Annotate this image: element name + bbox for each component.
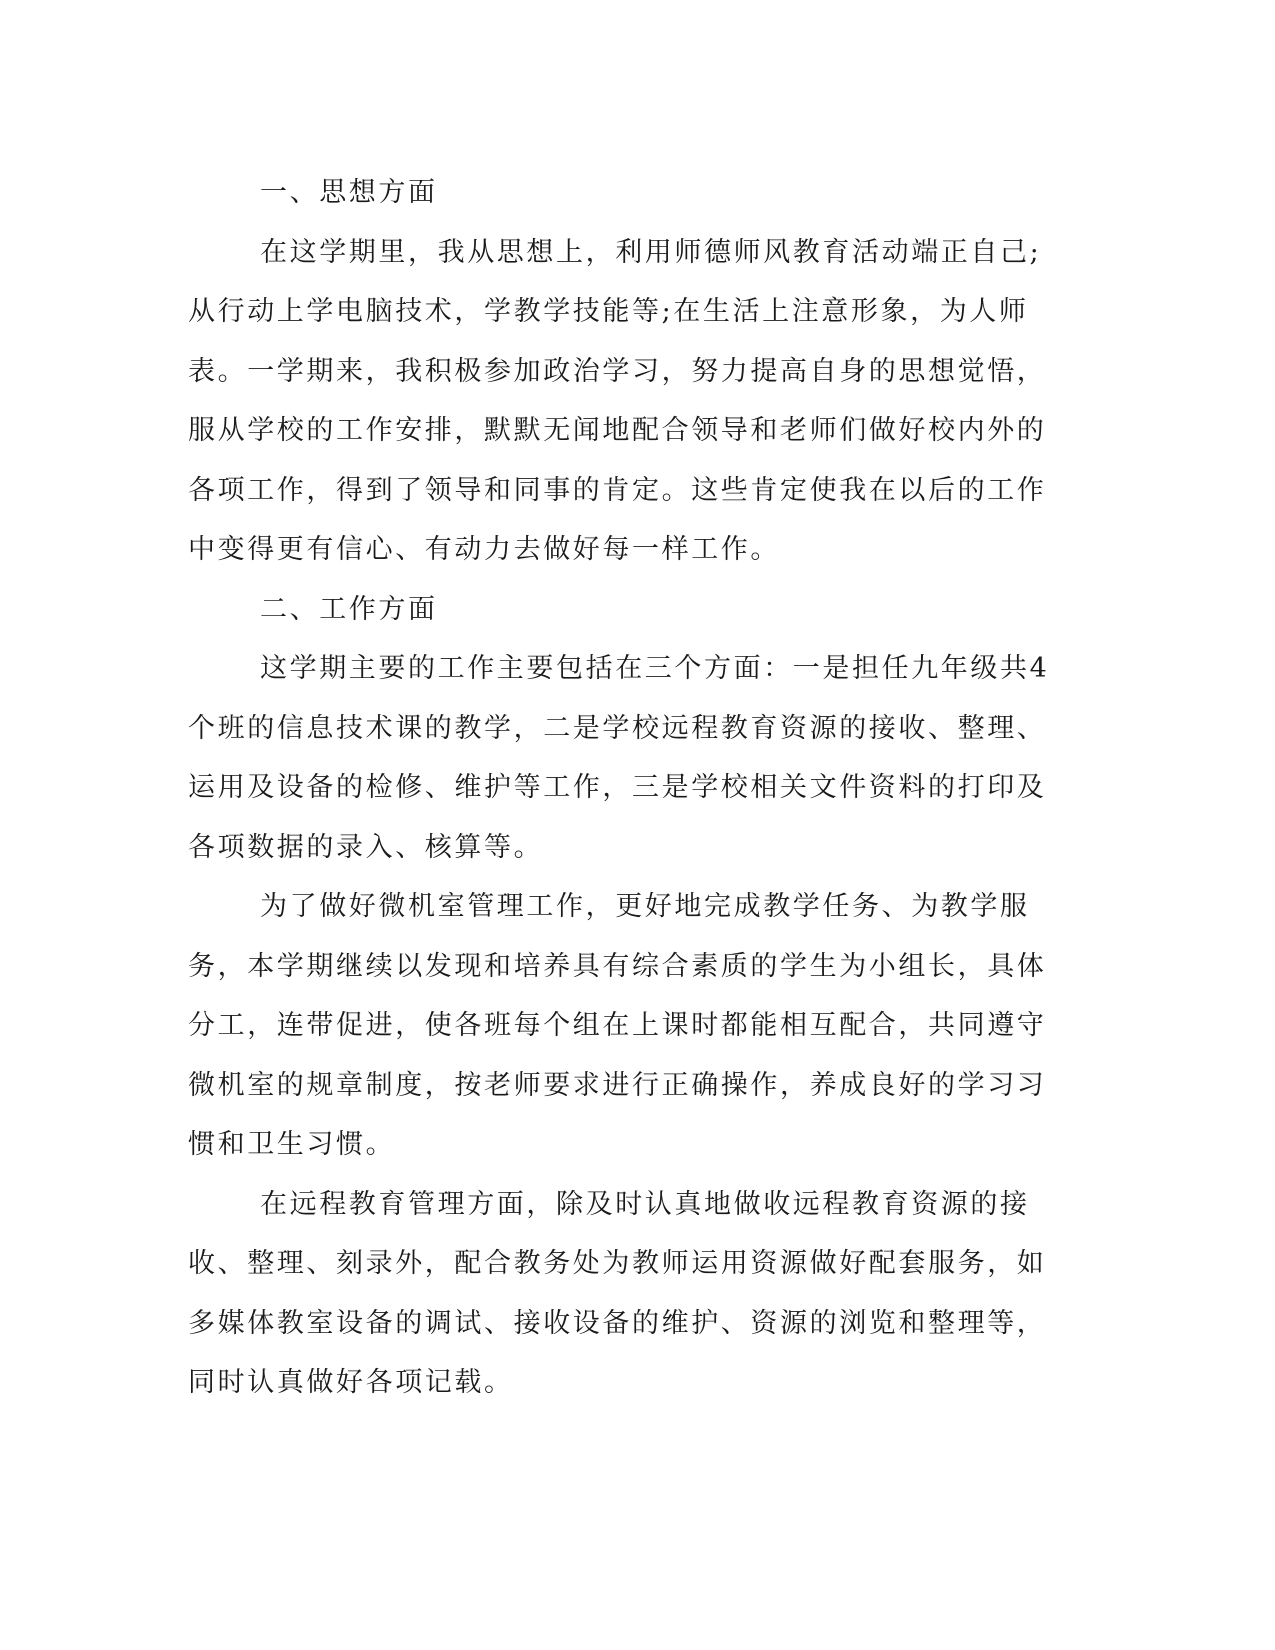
paragraph-work-overview: 这学期主要的工作主要包括在三个方面：一是担任九年级共4个班的信息技术课的教学，二是学校远程教育资源的接收、整理、运用及设备的检修、维护等工作，三是学校相关文件资料的打印及各项数据的录入、核算等。 [188,653,1050,863]
paragraph-computer-lab: 为了做好微机室管理工作，更好地完成教学任务、为教学服务，本学期继续以发现和培养具有综合素质的学生为小组长，具体分工，连带促进，使各班每个组在上课时都能相互配合，共同遵守微机室的规章制度，按老师要求进行正确操作，养成良好的学习习惯和卫生习惯。 [188,891,1047,1160]
document-body [188,163,1068,1413]
section-heading-thought: 一、思想方面 [260,177,438,208]
section-heading-work: 二、工作方面 [260,593,438,625]
paragraph-thought: 在这学期里，我从思想上，利用师德师风教育活动端正自己;从行动上学电脑技术，学教学技能等;在生活上注意形象，为人师表。一学期来，我积极参加政治学习，努力提高自身的思想觉悟，服从学校的工作安排，默默无闻地配合领导和老师们做好校内外的各项工作，得到了领导和同事的肯定。这些肯定使我在以后的工作中变得更有信心、有动力去做好每一样工作。 [188,236,1047,565]
paragraph-remote-education: 在远程教育管理方面，除及时认真地做收远程教育资源的接收、整理、刻录外，配合教务处为教师运用资源做好配套服务，如多媒体教室设备的调试、接收设备的维护、资源的浏览和整理等，同时认真做好各项记载。 [188,1188,1047,1398]
